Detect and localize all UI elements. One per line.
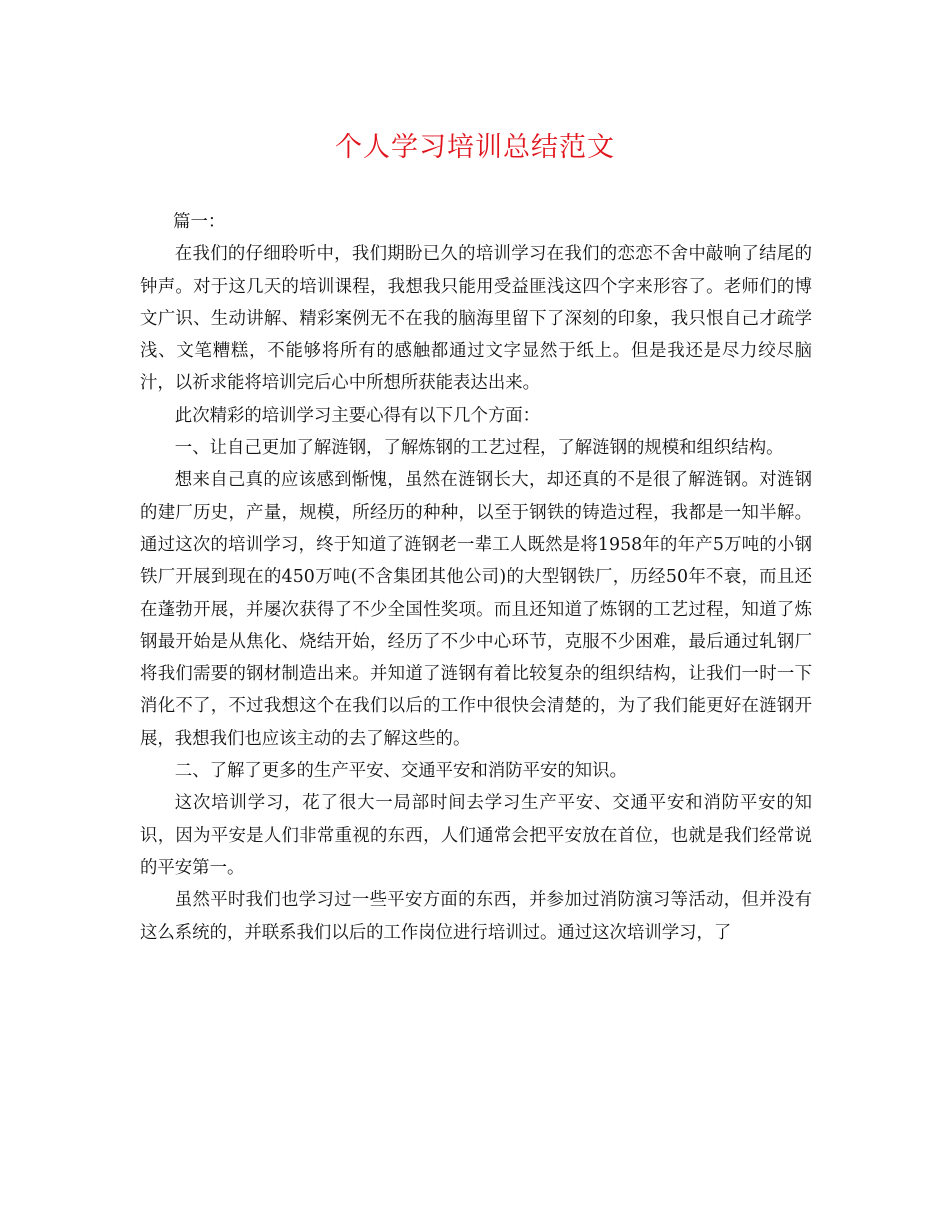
body-paragraph: 此次精彩的培训学习主要心得有以下几个方面： [174, 405, 541, 426]
body-paragraph: 这次培训学习，花了很大一局部时间去学习生产平安、交通平安和消防平安的知识，因为平安是人们非常重视的东西，人们通常会把平安放在首位，也就是我们经常说的平安第一。 [140, 793, 812, 878]
document-title: 个人学习培训总结范文 [335, 132, 615, 163]
point-heading: 二、了解了更多的生产平安、交通平安和消防平安的知识。 [174, 761, 627, 782]
body-paragraph: 想来自己真的应该感到惭愧，虽然在涟钢长大，却还真的不是很了解涟钢。对涟钢的建厂历史，产量，规模，所经历的种种，以至于钢铁的铸造过程，我都是一知半解。通过这次的培训学习，终于知道了涟钢老一辈工人既然是将1958年的年产5万吨的小钢铁厂开展到现在的450万吨(不含集团其他公司)的大型钢铁厂，历经50年不衰，而且还在蓬勃开展，并屡次获得了不少全国性奖项。而且还知道了炼钢的工艺过程，知道了炼钢最开始是从焦化、烧结开始，经历了不少中心环节，克服不少困难，最后通过轧钢厂将我们需要的钢材制造出来。并知道了涟钢有着比较复杂的组织结构，让我们一时一下消化不了，不过我想这个在我们以后的工作中很快会清楚的，为了我们能更好在涟钢开展，我想我们也应该主动的去了解这些的。 [140, 470, 812, 749]
document-body [140, 206, 812, 949]
point-heading: 一、让自己更加了解涟钢，了解炼钢的工艺过程，了解涟钢的规模和组织结构。 [174, 438, 784, 459]
section-label: 篇一： [173, 212, 226, 232]
body-paragraph: 虽然平时我们也学习过一些平安方面的东西，并参加过消防演习等活动，但并没有这么系统的，并联系我们以后的工作岗位进行培训过。通过这次培训学习，了 [140, 890, 812, 943]
body-paragraph: 在我们的仔细聆听中，我们期盼已久的培训学习在我们的恋恋不舍中敲响了结尾的钟声。对于这几天的培训课程，我想我只能用受益匪浅这四个字来形容了。老师们的博文广识、生动讲解、精彩案例无不在我的脑海里留下了深刻的印象，我只恨自己才疏学浅、文笔糟糕，不能够将所有的感触都通过文字显然于纸上。但是我还是尽力绞尽脑汁，以祈求能将培训完后心中所想所获能表达出来。 [140, 244, 812, 394]
